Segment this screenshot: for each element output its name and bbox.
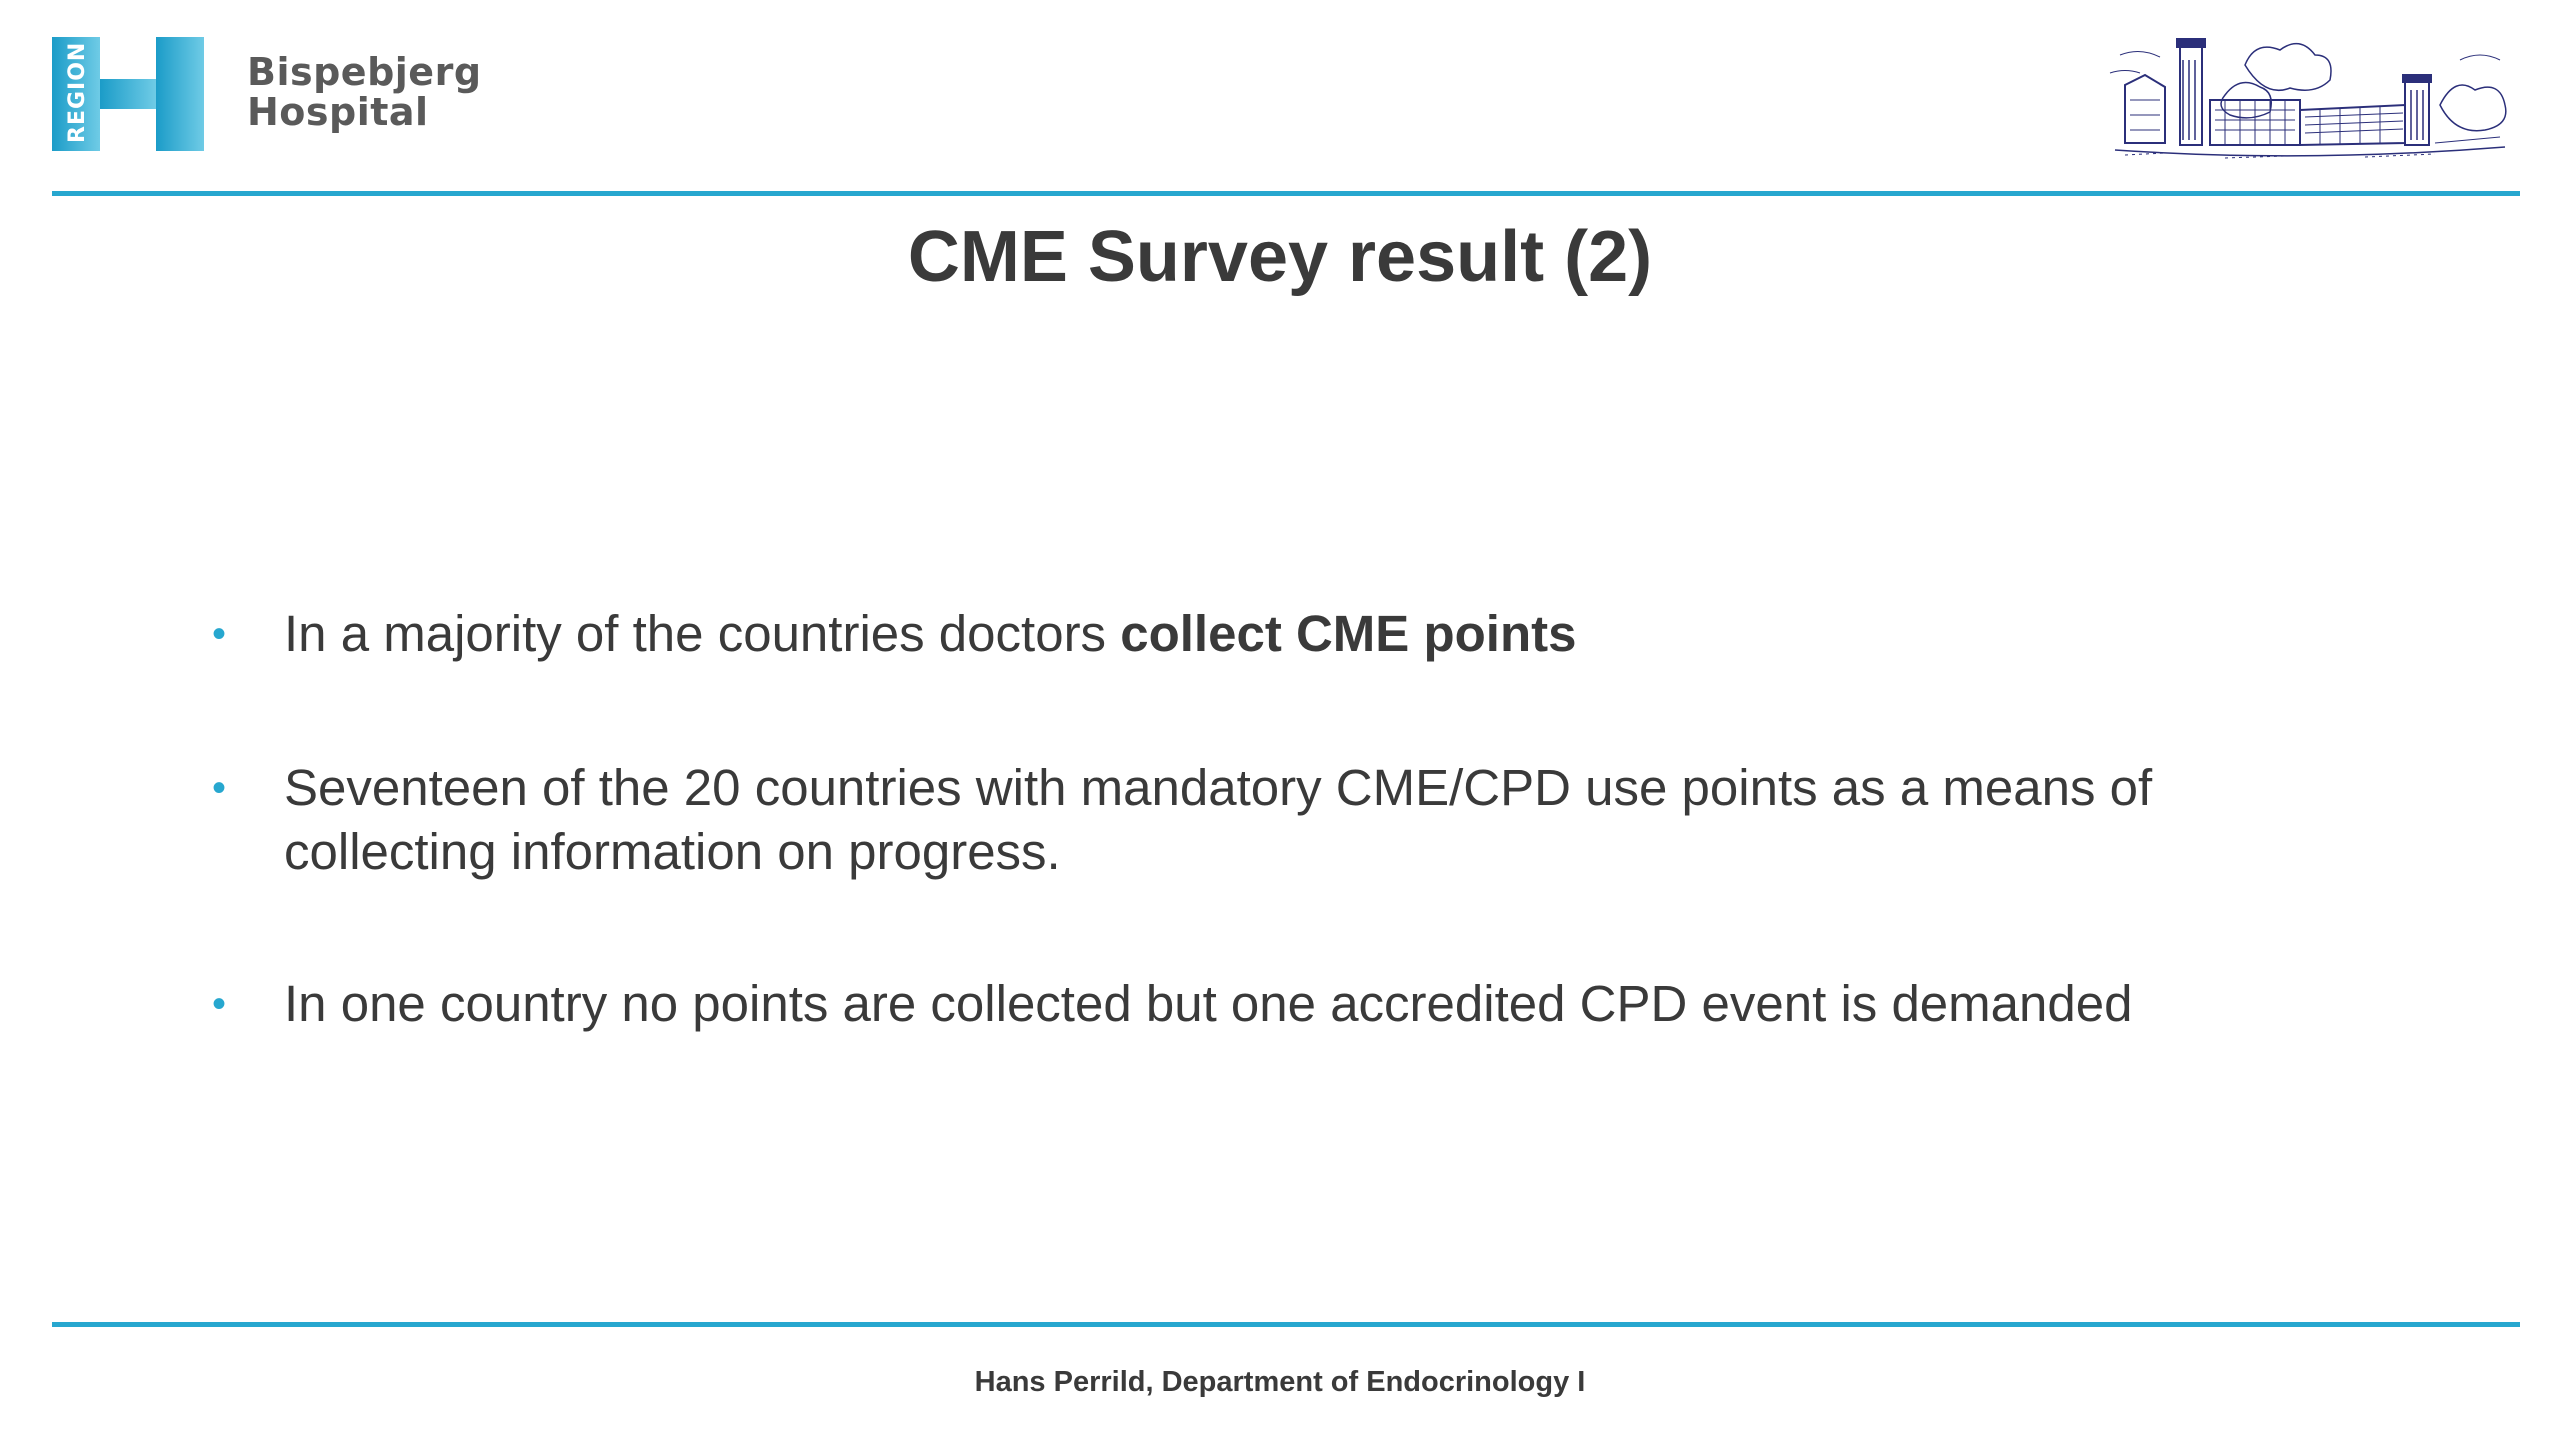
bullet-icon: •	[212, 612, 227, 656]
slide-title: CME Survey result (2)	[907, 217, 1653, 297]
bullet-icon: •	[212, 766, 227, 810]
footer-divider	[52, 1322, 2520, 1327]
bullet-item-1	[200, 602, 2360, 666]
footer-credit: Hans Perrild, Department of Endocrinology I	[974, 1366, 1586, 1398]
bullet-emphasis: collect CME points	[1120, 605, 1577, 662]
hospital-name-line1: Bispebjerg	[247, 50, 482, 94]
region-label: REGION	[65, 41, 90, 143]
hospital-building-sketch	[2105, 25, 2515, 165]
hospital-name	[247, 52, 482, 132]
bullet-text: In one country no points are collected but one accredited CPD event is demanded	[284, 975, 2133, 1032]
bullet-icon: •	[212, 982, 227, 1026]
region-h-logo	[52, 37, 204, 151]
bullet-list	[200, 602, 2360, 1126]
bullet-item-2	[200, 756, 2360, 884]
hospital-name-line2: Hospital	[247, 90, 429, 134]
bullet-text: In a majority of the countries doctors	[284, 605, 1121, 662]
bullet-item-3	[200, 972, 2360, 1036]
bullet-text: Seventeen of the 20 countries with mandatory CME/CPD use points as a means of collecting information on progress.	[284, 759, 2153, 880]
header-divider	[52, 191, 2520, 196]
